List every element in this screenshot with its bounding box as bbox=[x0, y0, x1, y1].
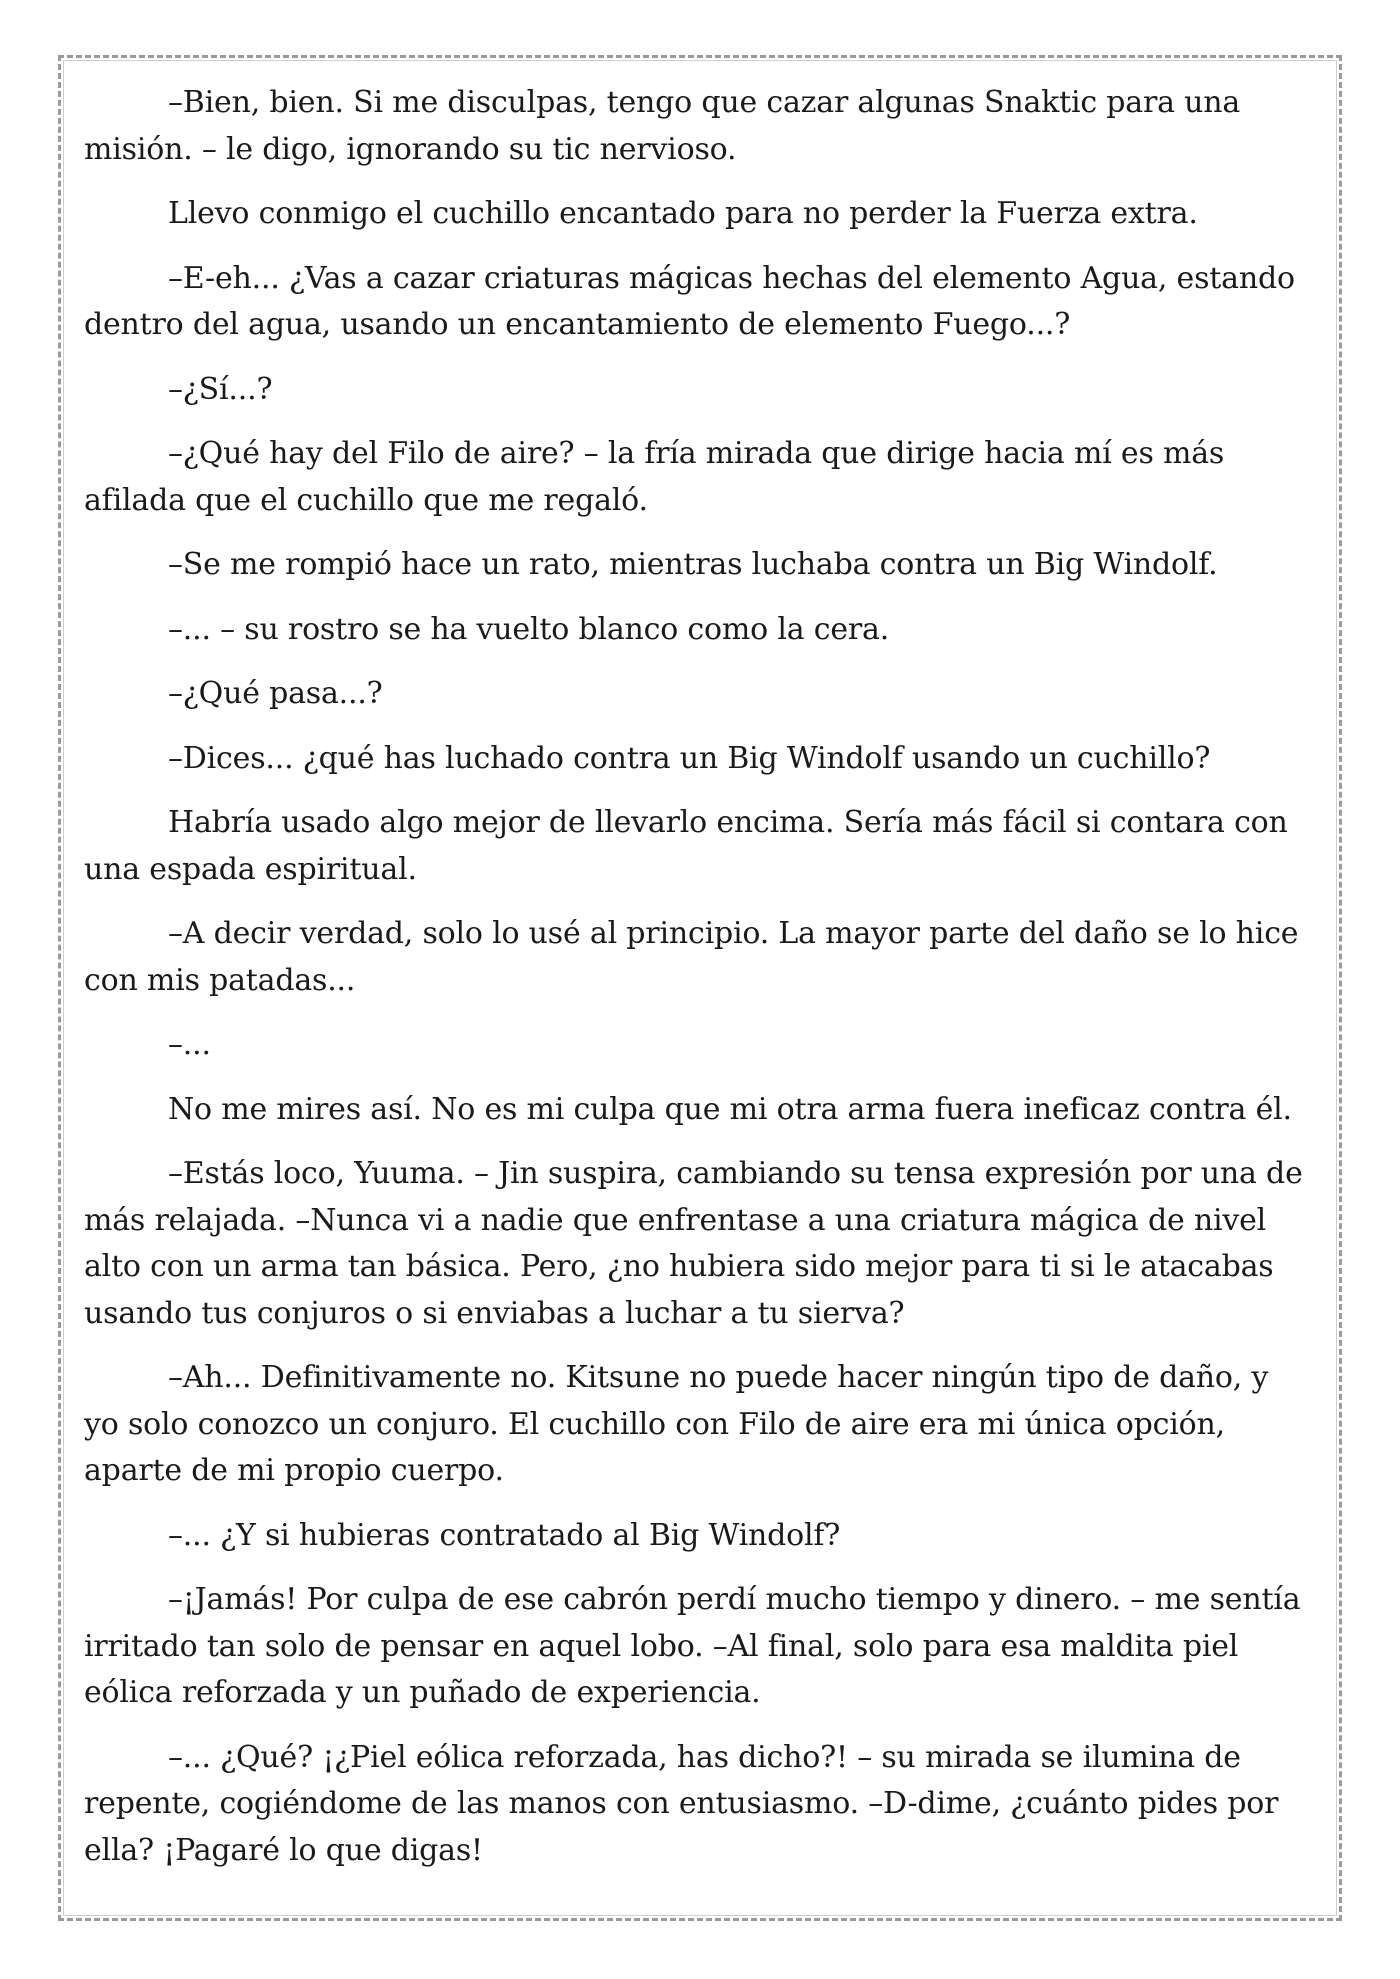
paragraph: –¿Sí...? bbox=[168, 371, 273, 407]
paragraph: –¿Qué pasa...? bbox=[168, 676, 383, 711]
paragraph: –Dices... ¿qué has luchado contra un Big Windolf usando un cuchillo? bbox=[168, 740, 1211, 776]
paragraph: –E-eh... ¿Vas a cazar criaturas mágicas hechas del elemento Agua, estando dentro del agua, usando un encantamiento de elemento Fuego...? bbox=[84, 260, 1295, 342]
paragraph: No me mires así. No es mi culpa que mi otra arma fuera ineficaz contra él. bbox=[168, 1091, 1292, 1127]
paragraph: –¡Jamás! Por culpa de ese cabrón perdí mucho tiempo y dinero. – me sentía irritado tan solo de pensar en aquel lobo. –Al final, solo para esa maldita piel eólica reforzada y un puñado de experiencia. bbox=[84, 1582, 1301, 1710]
paragraph: Llevo conmigo el cuchillo encantado para no perder la Fuerza extra. bbox=[168, 196, 1198, 231]
paragraph: –Bien, bien. Si me disculpas, tengo que cazar algunas Snaktic para una misión. – le digo, ignorando su tic nervioso. bbox=[84, 85, 1241, 167]
paragraph: –... ¿Y si hubieras contratado al Big Windolf? bbox=[168, 1517, 841, 1553]
paragraph: –Se me rompió hace un rato, mientras luchaba contra un Big Windolf. bbox=[168, 547, 1218, 582]
paragraph: –Estás loco, Yuuma. – Jin suspira, cambiando su tensa expresión por una de más relajada. –Nunca vi a nadie que enfrentase a una criatura mágica de nivel alto con un arma tan básica. Pero, ¿no hubiera sido mejor para ti si le atacabas usando tus conjuros o si enviabas a luchar a tu sierva? bbox=[84, 1156, 1303, 1331]
document-body bbox=[84, 80, 1306, 1892]
paragraph: –A decir verdad, solo lo usé al principio. La mayor parte del daño se lo hice con mis patadas... bbox=[84, 916, 1299, 998]
paragraph: –Ah... Definitivamente no. Kitsune no puede hacer ningún tipo de daño, y yo solo conozco un conjuro. El cuchillo con Filo de aire era mi única opción, aparte de mi propio cuerpo. bbox=[84, 1360, 1269, 1488]
paragraph: –¿Qué hay del Filo de aire? – la fría mirada que dirige hacia mí es más afilada que el cuchillo que me regaló. bbox=[84, 436, 1225, 518]
paragraph: –... ¿Qué? ¡¿Piel eólica reforzada, has dicho?! – su mirada se ilumina de repente, cogiéndome de las manos con entusiasmo. –D-dime, ¿cuánto pides por ella? ¡Pagaré lo que digas! bbox=[84, 1739, 1279, 1868]
paragraph: –... – su rostro se ha vuelto blanco como la cera. bbox=[168, 611, 890, 647]
paragraph: –... bbox=[168, 1027, 211, 1062]
paragraph: Habría usado algo mejor de llevarlo encima. Sería más fácil si contara con una espada espiritual. bbox=[84, 805, 1288, 887]
